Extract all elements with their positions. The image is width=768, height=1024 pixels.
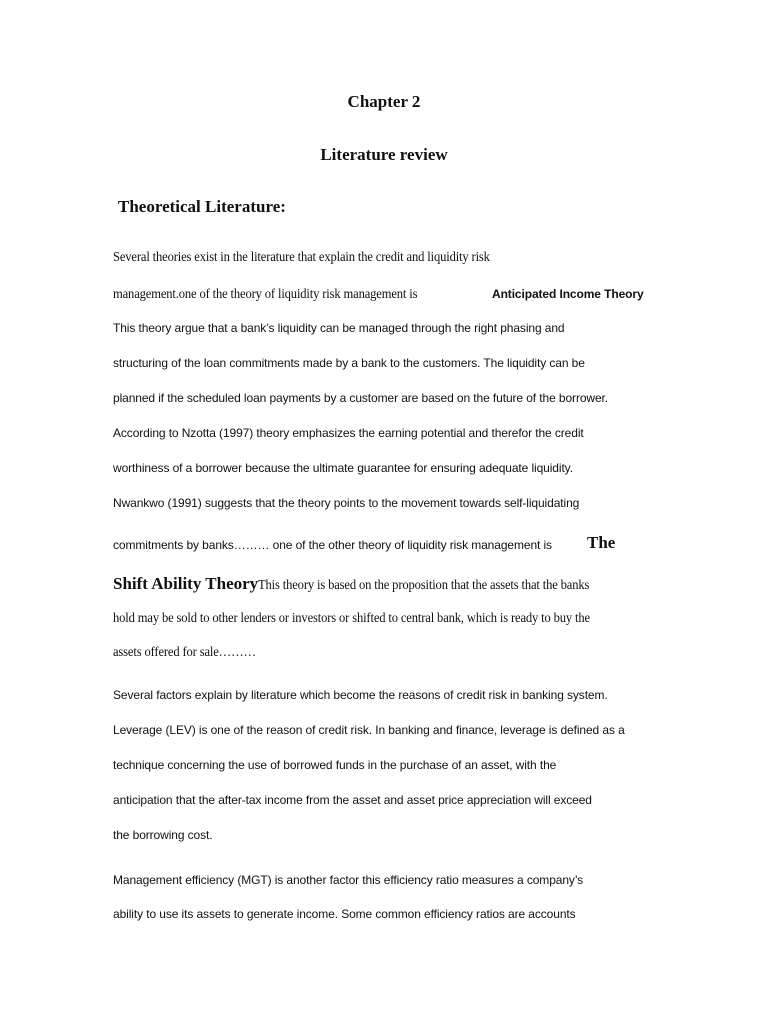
paragraph-line: planned if the scheduled loan payments by a customer are based on the future of the borrower. [113, 391, 609, 405]
paragraph-line: structuring of the loan commitments made by a bank to the customers. The liquidity can be [113, 356, 585, 370]
paragraph-line: According to Nzotta (1997) theory emphasizes the earning potential and therefor the credit [113, 426, 584, 440]
theory-term: Anticipated Income Theory [492, 287, 644, 301]
paragraph-line: anticipation that the after-tax income from the asset and asset price appreciation will exceed [113, 793, 592, 807]
paragraph-line: worthiness of a borrower because the ultimate guarantee for ensuring adequate liquidity. [113, 461, 573, 475]
paragraph-line: Several factors explain by literature which become the reasons of credit risk in banking system. [113, 688, 608, 702]
paragraph-line: the borrowing cost. [113, 828, 213, 842]
paragraph-line: Leverage (LEV) is one of the reason of credit risk. In banking and finance, leverage is defined as a [113, 723, 625, 737]
paragraph-line: assets offered for sale……… [113, 644, 256, 659]
section-title: Literature review [320, 145, 448, 164]
paragraph-line: Several theories exist in the literature that explain the credit and liquidity risk [113, 249, 490, 264]
paragraph-text: commitments by banks……… one of the other theory of liquidity risk management is [113, 538, 552, 552]
paragraph-text: management.one of the theory of liquidity risk management is [113, 286, 418, 301]
paragraph-line: Nwankwo (1991) suggests that the theory points to the movement towards self-liquidating [113, 496, 580, 510]
paragraph-line: hold may be sold to other lenders or investors or shifted to central bank, which is ready to buy the [113, 610, 590, 625]
paragraph-line [113, 574, 658, 594]
theory-term: Shift Ability Theory [113, 574, 259, 593]
paragraph-text: This theory is based on the proposition that the assets that the banks [258, 577, 590, 592]
paragraph-line: technique concerning the use of borrowed funds in the purchase of an asset, with the [113, 758, 557, 772]
paragraph-line [113, 285, 658, 303]
paragraph-line: ability to use its assets to generate income. Some common efficiency ratios are accounts [113, 907, 576, 921]
paragraph-line: Management efficiency (MGT) is another factor this efficiency ratio measures a company’s [113, 873, 584, 887]
paragraph-line: This theory argue that a bank’s liquidity can be managed through the right phasing and [113, 321, 565, 335]
chapter-title: Chapter 2 [347, 92, 421, 111]
subheading: Theoretical Literature: [118, 197, 286, 216]
theory-term: The [587, 533, 616, 552]
